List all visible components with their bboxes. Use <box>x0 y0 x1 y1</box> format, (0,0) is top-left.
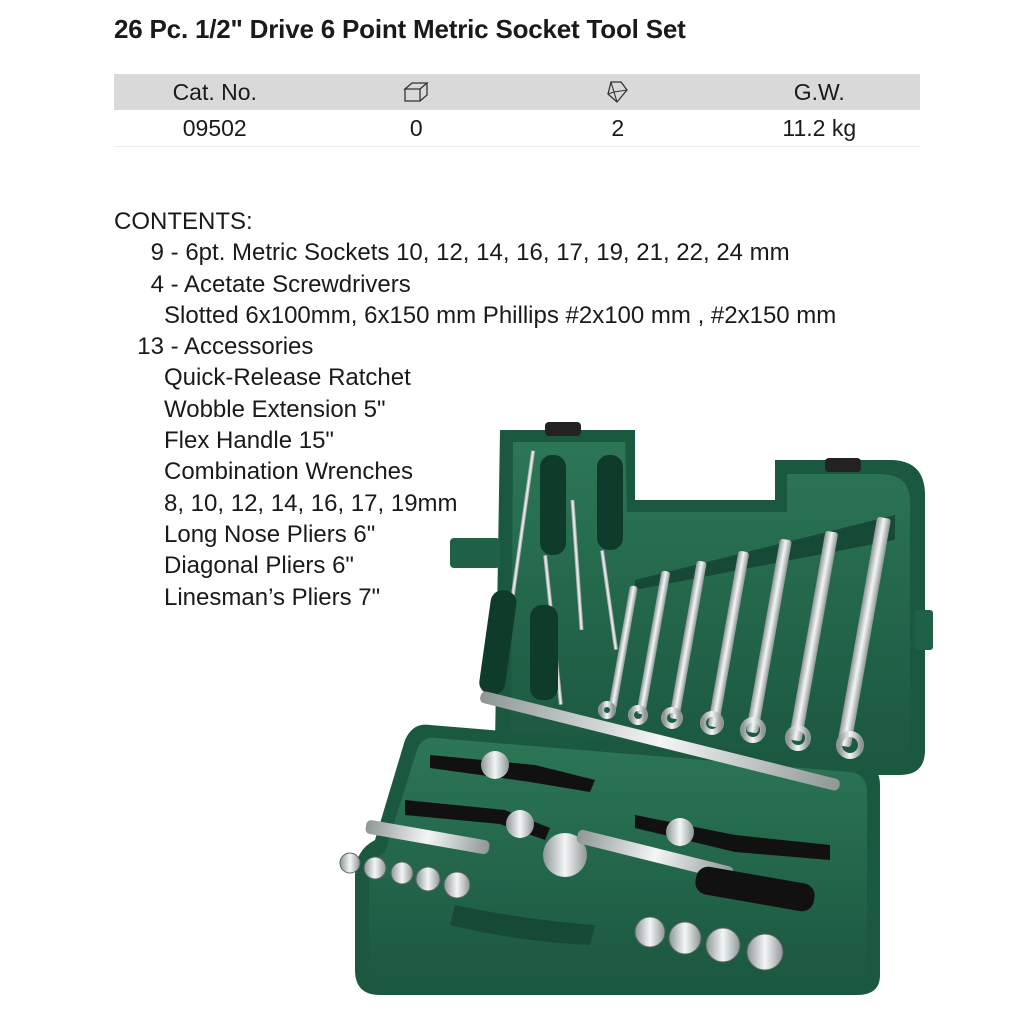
contents-detail: Linesman’s Pliers 7" <box>164 583 381 611</box>
contents-detail: Long Nose Pliers 6" <box>164 520 376 548</box>
contents-group-accessories: 13 - Accessories <box>114 331 836 362</box>
master-box-value: 2 <box>611 114 625 141</box>
spec-table <box>114 74 920 147</box>
contents-detail: Diagonal Pliers 6" <box>164 552 354 580</box>
group-count: 4 <box>150 270 164 298</box>
inner-box-value: 0 <box>409 114 423 141</box>
group-label: Acetate Screwdrivers <box>184 270 411 298</box>
inner-box-icon <box>316 74 518 110</box>
cat-no-header: Cat. No. <box>172 78 257 105</box>
spec-table-header <box>114 74 920 110</box>
gw-value: 11.2 kg <box>782 114 857 141</box>
group-label: 6pt. Metric Sockets 10, 12, 14, 16, 17, 19, 21, 22, 24 mm <box>185 239 790 267</box>
spec-table-row <box>114 110 920 147</box>
contents-detail: Wobble Extension 5" <box>164 395 386 423</box>
group-label: Accessories <box>184 333 314 361</box>
tool-case-image <box>335 420 940 1000</box>
group-count: 9 <box>150 239 164 267</box>
contents-detail: Slotted 6x100mm, 6x150 mm Phillips #2x100 mm , #2x150 mm <box>164 301 837 329</box>
contents-detail: Quick-Release Ratchet <box>164 364 411 392</box>
contents-heading: CONTENTS: <box>114 208 253 235</box>
product-title: 26 Pc. 1/2" Drive 6 Point Metric Socket Tool Set <box>114 14 686 44</box>
master-box-icon <box>517 74 719 110</box>
contents-detail: Combination Wrenches <box>164 458 414 486</box>
contents-detail: 8, 10, 12, 14, 16, 17, 19mm <box>164 489 458 517</box>
cat-no-value: 09502 <box>182 114 247 141</box>
group-count: 13 <box>137 333 164 361</box>
contents-group-screwdrivers: 4 - Acetate Screwdrivers <box>114 269 836 300</box>
contents-group-sockets: 9 - 6pt. Metric Sockets 10, 12, 14, 16, 17, 19, 21, 22, 24 mm <box>114 237 836 268</box>
contents-detail: Flex Handle 15" <box>164 427 334 455</box>
gw-header: G.W. <box>793 78 845 105</box>
